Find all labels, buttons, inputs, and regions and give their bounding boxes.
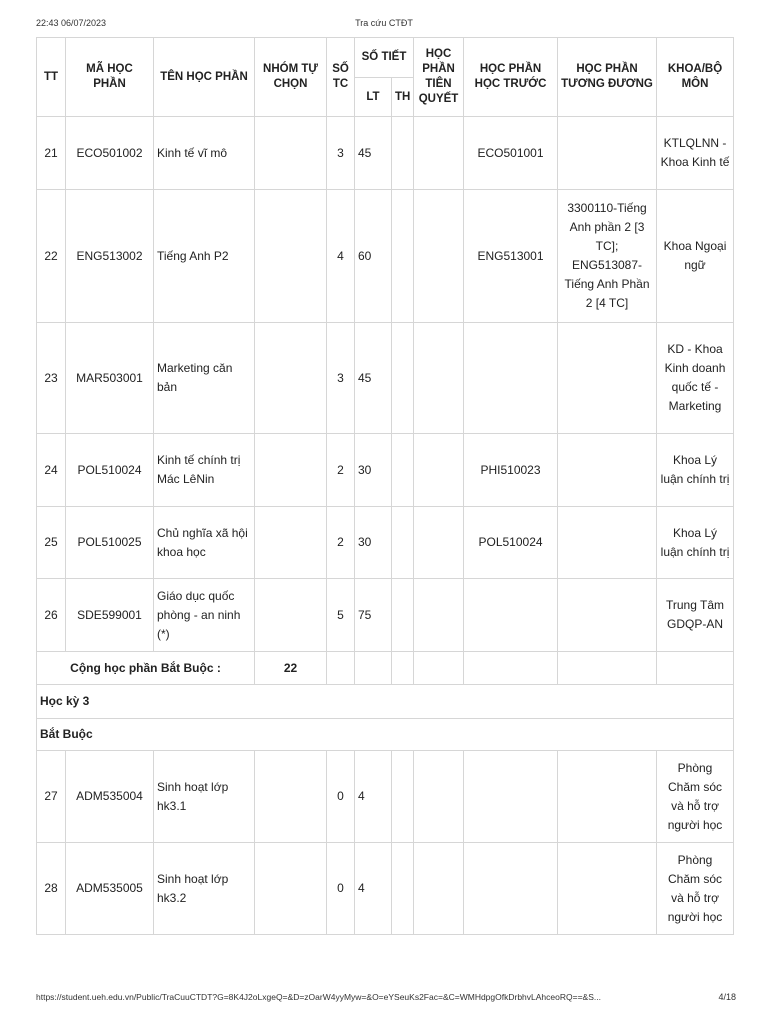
summary-empty-cell: [392, 652, 414, 685]
cell-tien-quyet: [414, 190, 464, 323]
cell-ma-hoc-phan: ENG513002: [66, 190, 154, 323]
cell-lt: 75: [355, 579, 392, 652]
cell-tien-quyet: [414, 843, 464, 935]
cell-tt: 23: [37, 323, 66, 434]
cell-ten-hoc-phan: Kinh tế chính trị Mác LêNin: [154, 434, 255, 507]
table-header: [37, 38, 734, 117]
summary-empty-cell: [657, 652, 734, 685]
cell-so-tc: 2: [327, 434, 355, 507]
col-header-ten-hoc-phan: TÊN HỌC PHẦN: [154, 38, 255, 117]
curriculum-table: [36, 37, 734, 935]
cell-tt: 25: [37, 507, 66, 579]
cell-hoc-truoc: ECO501001: [464, 117, 558, 190]
cell-tuong-duong: [558, 579, 657, 652]
summary-empty-cell: [414, 652, 464, 685]
cell-th: [392, 843, 414, 935]
cell-hoc-truoc: POL510024: [464, 507, 558, 579]
cell-ma-hoc-phan: MAR503001: [66, 323, 154, 434]
cell-so-tc: 3: [327, 117, 355, 190]
cell-ten-hoc-phan: Kinh tế vĩ mô: [154, 117, 255, 190]
table-body-b: [37, 751, 734, 935]
print-page-number: 4/18: [718, 992, 736, 1002]
cell-tt: 28: [37, 843, 66, 935]
cell-khoa-bo-mon: Phòng Chăm sóc và hỗ trợ người học: [657, 751, 734, 843]
cell-th: [392, 434, 414, 507]
col-header-th: TH: [392, 78, 414, 117]
cell-khoa-bo-mon: Khoa Lý luận chính trị: [657, 507, 734, 579]
cell-so-tc: 0: [327, 751, 355, 843]
cell-ten-hoc-phan: Marketing căn bản: [154, 323, 255, 434]
col-header-tuong-duong: HỌC PHẦN TƯƠNG ĐƯƠNG: [558, 38, 657, 117]
summary-value: 22: [255, 652, 327, 685]
semester-row: [37, 685, 734, 719]
cell-so-tc: 5: [327, 579, 355, 652]
table-row: [37, 843, 734, 935]
cell-nhom-tu-chon: [255, 434, 327, 507]
table-row: [37, 751, 734, 843]
print-page-title: Tra cứu CTĐT: [355, 18, 413, 28]
cell-tien-quyet: [414, 507, 464, 579]
cell-tt: 24: [37, 434, 66, 507]
cell-khoa-bo-mon: Trung Tâm GDQP-AN: [657, 579, 734, 652]
cell-ten-hoc-phan: Sinh hoạt lớp hk3.1: [154, 751, 255, 843]
cell-tien-quyet: [414, 434, 464, 507]
cell-ten-hoc-phan: Giáo dục quốc phòng - an ninh (*): [154, 579, 255, 652]
col-header-so-tc: SỐ TC: [327, 38, 355, 117]
cell-nhom-tu-chon: [255, 751, 327, 843]
table-body-a: [37, 117, 734, 652]
summary-empty-cell: [558, 652, 657, 685]
cell-tien-quyet: [414, 323, 464, 434]
cell-tt: 22: [37, 190, 66, 323]
summary-row: [37, 652, 734, 685]
cell-nhom-tu-chon: [255, 117, 327, 190]
cell-so-tc: 2: [327, 507, 355, 579]
cell-lt: 60: [355, 190, 392, 323]
cell-tt: 21: [37, 117, 66, 190]
group-row: [37, 719, 734, 751]
cell-th: [392, 579, 414, 652]
summary-label: Cộng học phần Bắt Buộc :: [37, 652, 255, 685]
cell-tuong-duong: [558, 117, 657, 190]
cell-tuong-duong: 3300110-Tiếng Anh phần 2 [3 TC]; ENG513087-Tiếng Anh Phần 2 [4 TC]: [558, 190, 657, 323]
cell-tuong-duong: [558, 843, 657, 935]
cell-ma-hoc-phan: POL510024: [66, 434, 154, 507]
cell-ten-hoc-phan: Tiếng Anh P2: [154, 190, 255, 323]
cell-nhom-tu-chon: [255, 579, 327, 652]
cell-so-tc: 3: [327, 323, 355, 434]
cell-so-tc: 0: [327, 843, 355, 935]
col-header-ma-hoc-phan: MÃ HỌC PHẦN: [66, 38, 154, 117]
cell-lt: 45: [355, 117, 392, 190]
cell-ten-hoc-phan: Sinh hoạt lớp hk3.2: [154, 843, 255, 935]
cell-th: [392, 323, 414, 434]
cell-th: [392, 117, 414, 190]
cell-tuong-duong: [558, 323, 657, 434]
cell-lt: 4: [355, 843, 392, 935]
table-body-summary: [37, 652, 734, 751]
cell-lt: 30: [355, 434, 392, 507]
cell-khoa-bo-mon: Khoa Lý luận chính trị: [657, 434, 734, 507]
cell-ma-hoc-phan: ADM535004: [66, 751, 154, 843]
cell-tien-quyet: [414, 751, 464, 843]
cell-nhom-tu-chon: [255, 323, 327, 434]
summary-empty-cell: [327, 652, 355, 685]
cell-nhom-tu-chon: [255, 507, 327, 579]
print-timestamp: 22:43 06/07/2023: [36, 18, 107, 28]
print-url: https://student.ueh.edu.vn/Public/TraCuuCTDT?G=8K4J2oLxgeQ=&D=zOarW4yyMyw=&O=eYSeuKs2Fac=&C=WMHdpgOfkDrbhvLAhceoRQ==&S...: [36, 992, 601, 1002]
cell-hoc-truoc: [464, 751, 558, 843]
col-header-so-tiet: SỐ TIẾT: [355, 38, 414, 78]
cell-khoa-bo-mon: KTLQLNN - Khoa Kinh tế: [657, 117, 734, 190]
cell-so-tc: 4: [327, 190, 355, 323]
table-row: [37, 579, 734, 652]
cell-khoa-bo-mon: Khoa Ngoại ngữ: [657, 190, 734, 323]
col-header-nhom-tu-chon: NHÓM TỰ CHỌN: [255, 38, 327, 117]
cell-tt: 26: [37, 579, 66, 652]
cell-th: [392, 751, 414, 843]
cell-nhom-tu-chon: [255, 843, 327, 935]
cell-tuong-duong: [558, 507, 657, 579]
cell-lt: 4: [355, 751, 392, 843]
cell-ma-hoc-phan: ADM535005: [66, 843, 154, 935]
cell-ten-hoc-phan: Chủ nghĩa xã hội khoa học: [154, 507, 255, 579]
cell-hoc-truoc: ENG513001: [464, 190, 558, 323]
semester-label: Học kỳ 3: [37, 685, 734, 719]
cell-ma-hoc-phan: POL510025: [66, 507, 154, 579]
cell-ma-hoc-phan: SDE599001: [66, 579, 154, 652]
col-header-tien-quyet: HỌC PHẦN TIÊN QUYẾT: [414, 38, 464, 117]
table-row: [37, 323, 734, 434]
col-header-khoa-bo-mon: KHOA/BỘ MÔN: [657, 38, 734, 117]
cell-lt: 45: [355, 323, 392, 434]
col-header-hoc-truoc: HỌC PHẦN HỌC TRƯỚC: [464, 38, 558, 117]
col-header-lt: LT: [355, 78, 392, 117]
group-label: Bắt Buộc: [37, 719, 734, 751]
cell-tien-quyet: [414, 117, 464, 190]
cell-khoa-bo-mon: Phòng Chăm sóc và hỗ trợ người học: [657, 843, 734, 935]
summary-empty-cell: [464, 652, 558, 685]
table-row: [37, 507, 734, 579]
cell-hoc-truoc: PHI510023: [464, 434, 558, 507]
table-row: [37, 117, 734, 190]
cell-tt: 27: [37, 751, 66, 843]
cell-tuong-duong: [558, 434, 657, 507]
cell-tien-quyet: [414, 579, 464, 652]
cell-lt: 30: [355, 507, 392, 579]
cell-nhom-tu-chon: [255, 190, 327, 323]
summary-empty-cell: [355, 652, 392, 685]
cell-th: [392, 190, 414, 323]
cell-hoc-truoc: [464, 579, 558, 652]
cell-ma-hoc-phan: ECO501002: [66, 117, 154, 190]
table-row: [37, 190, 734, 323]
cell-hoc-truoc: [464, 323, 558, 434]
cell-th: [392, 507, 414, 579]
cell-khoa-bo-mon: KD - Khoa Kinh doanh quốc tế - Marketing: [657, 323, 734, 434]
table-row: [37, 434, 734, 507]
col-header-tt: TT: [37, 38, 66, 117]
cell-tuong-duong: [558, 751, 657, 843]
cell-hoc-truoc: [464, 843, 558, 935]
